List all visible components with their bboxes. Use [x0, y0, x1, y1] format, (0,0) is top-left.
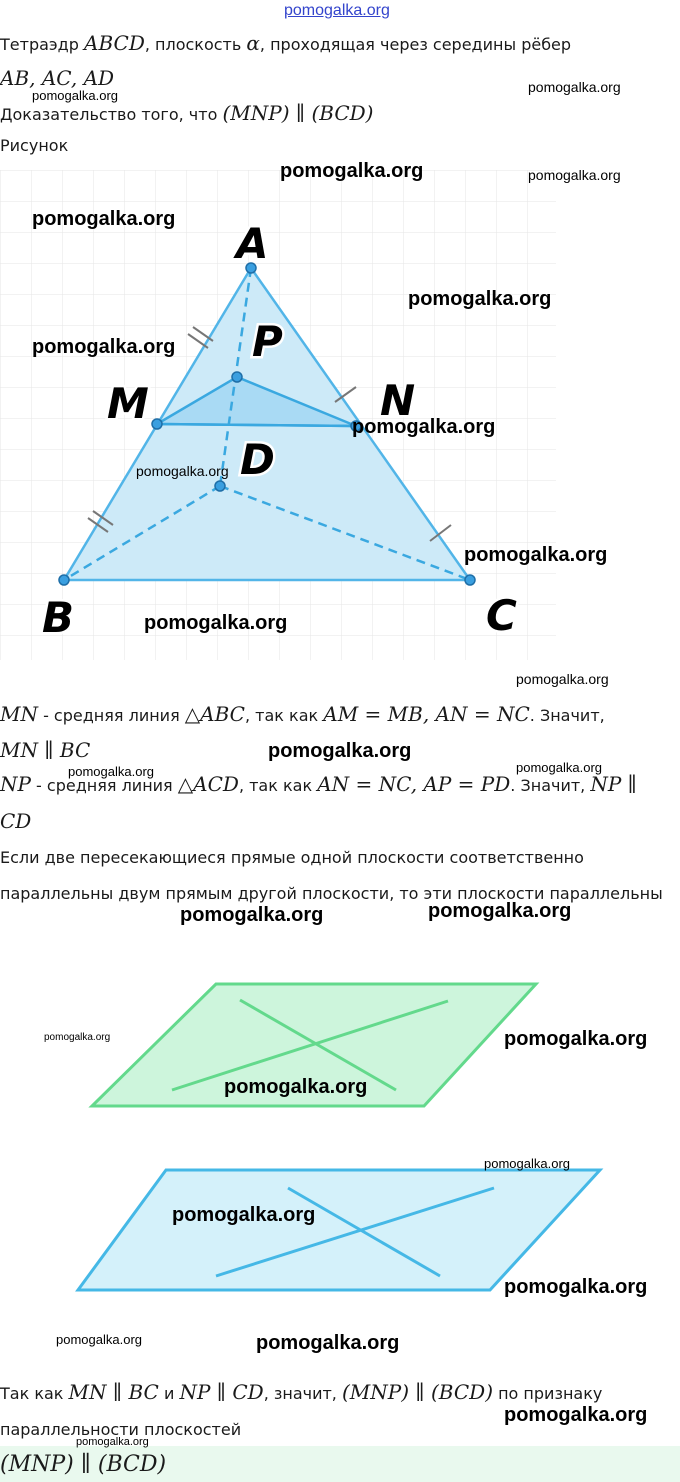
blue-plane: [78, 1170, 600, 1290]
watermark: pomogalka.org: [428, 900, 572, 922]
label-a: A: [236, 219, 269, 268]
solution-line-4: CD: [0, 809, 32, 833]
watermark: pomogalka.org: [32, 208, 176, 230]
formula: (MNP) ∥ (BCD): [341, 1380, 493, 1404]
text: , проходящая через середины рёбер: [259, 35, 572, 54]
formula: MN: [0, 702, 38, 726]
watermark: pomogalka.org: [144, 612, 288, 634]
formula: NP ∥: [590, 772, 637, 796]
parallel-planes-figure: [0, 960, 680, 1310]
formula: ABCD: [84, 31, 145, 55]
watermark: pomogalka.org: [352, 416, 496, 438]
answer-formula: (MNP) ∥ (BCD): [0, 1452, 167, 1477]
watermark: pomogalka.org: [464, 544, 608, 566]
conclusion-line-1: [0, 1382, 602, 1404]
text: . Значит,: [510, 776, 591, 795]
conclusion-line-2: параллельности плоскостей: [0, 1420, 242, 1439]
watermark: pomogalka.org: [408, 288, 552, 310]
label-b: B: [42, 593, 75, 642]
label-m: M: [107, 379, 149, 428]
text: , так как: [238, 776, 318, 795]
text: и: [158, 1384, 180, 1403]
watermark: pomogalka.org: [180, 904, 324, 926]
formula: NP: [0, 772, 31, 796]
text: , так как: [244, 706, 324, 725]
watermark: pomogalka.org: [280, 160, 424, 182]
problem-line-3: [0, 103, 373, 125]
watermark: pomogalka.org: [224, 1076, 368, 1098]
problem-line-1: [0, 33, 571, 55]
text: , плоскость: [144, 35, 247, 54]
watermark: pomogalka.org: [76, 1436, 149, 1448]
text: Доказательство того, что: [0, 105, 218, 124]
text: - средняя линия: [37, 706, 185, 725]
formula: AM = MB, AN = NC: [323, 702, 530, 726]
formula: AN = NC, AP = PD: [317, 772, 511, 796]
formula: △ACD: [177, 772, 239, 796]
watermark: pomogalka.org: [504, 1028, 648, 1050]
watermark: pomogalka.org: [528, 167, 621, 183]
watermark: pomogalka.org: [56, 1332, 142, 1347]
watermark: pomogalka.org: [136, 463, 229, 479]
answer-box: [0, 1446, 680, 1482]
figure-caption: Рисунок: [0, 136, 69, 155]
watermark: pomogalka.org: [484, 1156, 570, 1171]
formula: (MNP) ∥ (BCD): [222, 101, 374, 125]
rule-line-2: параллельны двум прямым другой плоскости, то эти плоскости параллельны: [0, 884, 663, 903]
label-d: D: [240, 435, 275, 484]
watermark: pomogalka.org: [504, 1404, 648, 1426]
watermark: pomogalka.org: [32, 88, 118, 103]
text: Тетраэдр: [0, 35, 79, 54]
watermark: pomogalka.org: [504, 1276, 648, 1298]
watermark: pomogalka.org: [528, 79, 621, 95]
formula: △ABC: [184, 702, 245, 726]
watermark: pomogalka.org: [268, 740, 412, 762]
text: - средняя линия: [30, 776, 178, 795]
label-n: N: [380, 376, 416, 425]
watermark: pomogalka.org: [32, 336, 176, 358]
solution-line-2: MN ∥ BC: [0, 738, 91, 762]
formula: MN ∥ BC: [68, 1380, 159, 1404]
site-link[interactable]: pomogalka.org: [284, 2, 390, 19]
label-p: P: [252, 317, 283, 366]
label-c: C: [486, 591, 517, 640]
formula: α: [246, 31, 260, 55]
watermark: pomogalka.org: [256, 1332, 400, 1354]
text: Так как: [0, 1384, 69, 1403]
text: , значит,: [263, 1384, 342, 1403]
solution-line-1: [0, 704, 605, 726]
formula: NP ∥ CD: [179, 1380, 264, 1404]
tetrahedron-figure: [0, 170, 560, 660]
rule-line-1: Если две пересекающиеся прямые одной плоскости соответственно: [0, 848, 584, 867]
watermark: pomogalka.org: [68, 764, 154, 779]
watermark: pomogalka.org: [516, 760, 602, 775]
problem-line-2: AB, AC, AD: [0, 66, 115, 90]
watermark: pomogalka.org: [516, 671, 609, 687]
watermark: pomogalka.org: [172, 1204, 316, 1226]
text: по признаку: [493, 1384, 603, 1403]
watermark: pomogalka.org: [44, 1032, 111, 1043]
text: . Значит,: [529, 706, 605, 725]
